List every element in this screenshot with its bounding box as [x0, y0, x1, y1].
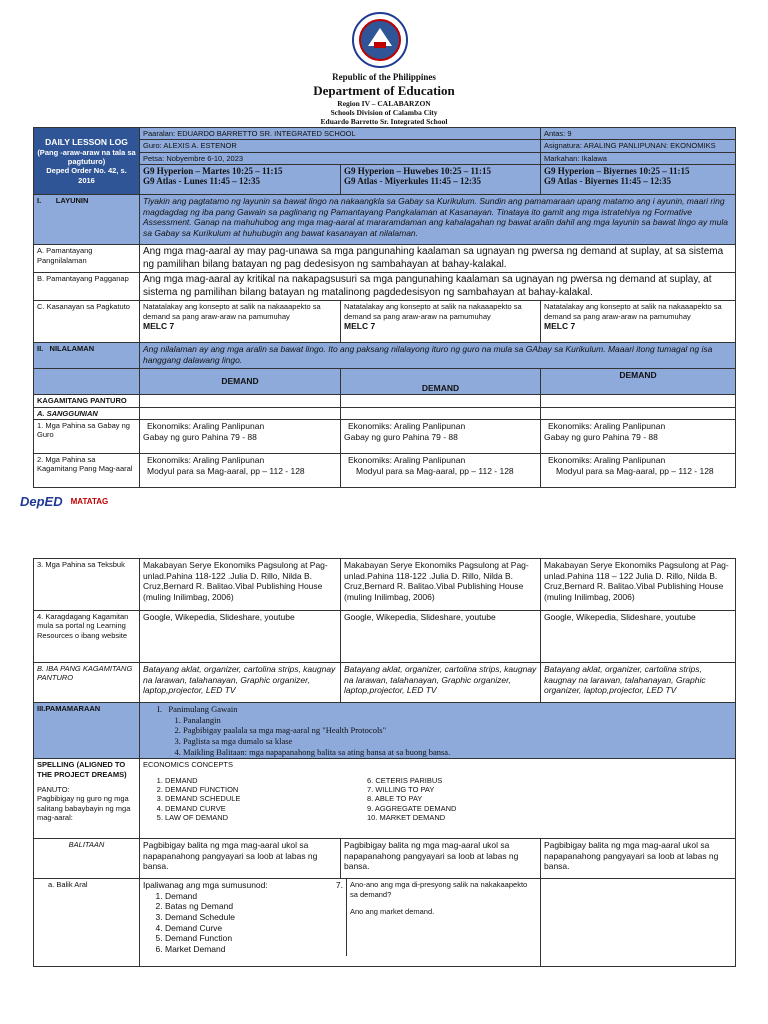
karagdagang-label: 4. Karagdagang Kagamitan mula sa portal ng Learning Resources o ibang website [34, 611, 140, 663]
gabay-day3: Ekonomiks: Araling Panlipunan Gabay ng guro Pahina 79 - 88 [541, 419, 736, 453]
gawain-item: 4. Maikling Balitaan: mga napapanahong balita sa ating bansa at sa buong bansa. [183, 747, 732, 758]
schedule-day1: G9 Hyperion – Martes 10:25 – 11:15 G9 Atlas - Lunes 11:45 – 12:35 [140, 165, 341, 195]
karagdagang-day1: Google, Wikepedia, Slideshare, youtube [140, 611, 341, 663]
lesson-log-table-page1 [33, 127, 736, 488]
gawain-item: 2. Pagbibigay paalala sa mga mag-aaral ng "Health Protocols" [183, 725, 732, 736]
topic-day3: DEMAND [541, 369, 736, 395]
schedule-day2: G9 Hyperion – Huwebes 10:25 – 11:15 G9 Atlas - Miyerkules 11:45 – 12:35 [341, 165, 541, 195]
pamamaraan-label: III.PAMAMARAAN [34, 703, 140, 759]
concept-item: 4. DEMAND CURVE [165, 804, 355, 813]
kasanayan-day2: Natatalakay ang konsepto at salik na nakaaapekto sa demand sa pang araw-araw na pamumuhay MELC 7 [341, 301, 541, 343]
deped-logo: DepED [20, 493, 63, 509]
division-line: Schools Division of Calamba City [330, 108, 438, 117]
teksbuk-label: 3. Mga Pahina sa Teksbuk [34, 559, 140, 611]
markahan: Markahan: Ikalawa [541, 152, 736, 164]
lesson-log-table-page2 [33, 558, 736, 967]
layunin-label: I. LAYUNIN [34, 195, 140, 245]
paaralan: Paaralan: EDUARDO BARRETTO SR. INTEGRATED SCHOOL [140, 128, 541, 140]
iba-day1: Batayang aklat, organizer, cartolina strips, kaugnay na larawan, talahanayan, Graphic organizer, laptop,projector, LED TV [140, 663, 341, 703]
department-title: Department of Education [313, 83, 455, 98]
topic-day2: DEMAND [341, 369, 541, 395]
region-line: Region IV – CALABARZON [337, 99, 431, 108]
balik-item: 3. Demand Schedule [165, 912, 343, 923]
pamantayang-pagganap-text: Ang mga mag-aaral ay kritikal na nakapagsusuri sa mga pangunahing kaalaman sa ugnayan ng pwersa ng demand at suplay, at sistema ng pamilihan bilang batayan ng matalinong pagdedesisyon ng sambahayan at bahay-kalakal. [140, 273, 736, 301]
pamamaraan-text: I. Panimulang Gawain 1. Panalangin 2. Pagbibigay paalala sa mga mag-aaral ng "Health Protocols" 3. Paglista sa mga dumalo sa klase 4. Maikling Balitaan: mga napapanahong balita sa ating bansa at sa buong bansa. [140, 703, 736, 759]
footer-logos [20, 490, 108, 512]
petsa: Petsa: Nobyembre 6-10, 2023 [140, 152, 541, 164]
balitaan-label: BALITAAN [34, 839, 140, 879]
concept-item: 6. CETERIS PARIBUS [367, 775, 443, 785]
gawain-item: 1. Panalangin [183, 715, 732, 726]
antas: Antas: 9 [541, 128, 736, 140]
kasanayan-day1: Natatalakay ang konsepto at salik na nakaaapekto sa demand sa pang araw-araw na pamumuhay MELC 7 [140, 301, 341, 343]
nilalaman-text: Ang nilalaman ay ang mga aralin sa bawat lingo. Ito ang paksang nilalayong ituro ng guro na mula sa GAbay sa Kurikulum. Maaari itong tumagal ng isa hanggang dalawang lingo. [140, 343, 736, 369]
balik-item: 2. Batas ng Demand [165, 901, 343, 912]
kag-day2: Ekonomiks: Araling Panlipunan Modyul para sa Mag-aaral, pp – 112 - 128 [341, 453, 541, 487]
concept-item: 7. WILLING TO PAY [367, 784, 435, 794]
matatag-logo: MATATAG [70, 496, 109, 506]
kagamitan-label: KAGAMITANG PANTURO [34, 395, 140, 407]
economics-concepts: ECONOMICS CONCEPTS 1. DEMAND 2. DEMAND FUNCTION 3. DEMAND SCHEDULE 4. DEMAND CURVE 5. LAW OF DEMAND 6. CETERIS PARIBUS 7. WILLING TO PAY 8. ABLE TO PAY 9. AGGREGATE DEMAND 10. MARKET DEMAND [140, 759, 736, 839]
iba-pang-kagamitan-label: B. IBA PANG KAGAMITANG PANTURO [34, 663, 140, 703]
deped-seal-icon [352, 12, 408, 68]
kag-day1: Ekonomiks: Araling Panlipunan Modyul para sa Mag-aaral, pp – 112 - 128 [140, 453, 341, 487]
kag-day3: Ekonomiks: Araling Panlipunan Modyul para sa Mag-aaral, pp – 112 - 128 [541, 453, 736, 487]
karagdagang-day2: Google, Wikepedia, Slideshare, youtube [341, 611, 541, 663]
gawain-item: 3. Paglista sa mga dumalo sa klase [183, 736, 732, 747]
layunin-text: Tiyakin ang pagtatamo ng layunin sa bawat lingo na nakaangkla sa Gabay sa Kurikulum. Sundin ang pamamaraan upang matamo ang i ayunin, maari ring magdagdag ng iba pang Gawain sa paglinang ng Pamantayang Pangkalaman at Kasanayan. Tinataya ito gamit ang mga istratehiya ng Formative Assessment. Ganap na mahuhubog ang mga mag-aaral at mararamdaman ang kahalagahan ng bawat aralin dahil ang mga layunin sa bawat lingo ay mula sa Gabay sa Kurikulum at huhubugin ang bawat kasanayan at nilalaman. [140, 195, 736, 245]
iba-day3: Batayang aklat, organizer, cartolina strips, kaugnay na larawan, talahanayan, Graphic organizer, laptop,projector, LED TV [541, 663, 736, 703]
concept-item: 3. DEMAND SCHEDULE [165, 794, 355, 803]
balik-aral-day1-2: Ipaliwanag ang mga sumusunod: 7. 1. Demand 2. Batas ng Demand 3. Demand Schedule 4. Demand Curve 5. Demand Function 6. Market Demand Ano-ano ang mga di-presyong salik na nakakaapekto sa demand? Ano ang market demand. [140, 879, 541, 967]
concept-item: 9. AGGREGATE DEMAND [367, 803, 457, 813]
teksbuk-day3: Makabayan Serye Ekonomiks Pagsulong at Pag- unlad.Pahina 118 – 122 Julia D. Rillo, Nilda B. Cruz,Bernard R. Balitao.Vibal Publishing House (muling Inilimbag, 2006) [541, 559, 736, 611]
balitaan-day1: Pagbibigay balita ng mga mag-aaral ukol sa napapanahong pangyayari sa loob at labas ng bansa. [140, 839, 341, 879]
concept-item: 10. MARKET DEMAND [367, 813, 446, 822]
concept-item: 8. ABLE TO PAY [367, 794, 423, 804]
kagamitan-pang-mag-aaral-label: 2. Mga Pahina sa Kagamitang Pang Mag-aaral [34, 453, 140, 487]
topic-label-empty [34, 369, 140, 395]
concept-item: 1. DEMAND [165, 776, 355, 785]
teksbuk-day2: Makabayan Serye Ekonomiks Pagsulong at Pag- unlad.Pahina 118-122 .Julia D. Rillo, Nilda B. Cruz,Bernard R. Balitao.Vibal Publishing House (muling Inilimbag, 2006) [341, 559, 541, 611]
balik-item: 1. Demand [165, 891, 343, 902]
concept-item: 5. LAW OF DEMAND [165, 813, 355, 822]
asignatura: Asignatura: ARALING PANLIPUNAN: EKONOMIKS [541, 140, 736, 152]
karagdagang-day3: Google, Wikepedia, Slideshare, youtube [541, 611, 736, 663]
teksbuk-day1: Makabayan Serye Ekonomiks Pagsulong at Pag- unlad.Pahina 118-122 .Julia D. Rillo, Nilda B. Cruz,Bernard R. Balitao.Vibal Publishing House (muling Inilimbag, 2006) [140, 559, 341, 611]
iba-day2: Batayang aklat, organizer, cartolina strips, kaugnay na larawan, talahanayan, Graphic organizer, laptop,projector, LED TV [341, 663, 541, 703]
republic-line: Republic of the Philippines [332, 72, 436, 82]
gabay-day2: Ekonomiks: Araling Panlipunan Gabay ng guro Pahina 79 - 88 [341, 419, 541, 453]
balik-item: 5. Demand Function [165, 933, 343, 944]
balik-aral-label: a. Balik Aral [34, 879, 140, 967]
nilalaman-label: II. NILALAMAN [34, 343, 140, 369]
sanggunian-label: A. SANGGUNIAN [34, 407, 140, 419]
gabay-day1: Ekonomiks: Araling Panlipunan Gabay ng guro Pahina 79 - 88 [140, 419, 341, 453]
topic-day1: DEMAND [140, 369, 341, 395]
balitaan-day2: Pagbibigay balita ng mga mag-aaral ukol sa napapanahong pangyayari sa loob at labas ng bansa. [341, 839, 541, 879]
balitaan-day3: Pagbibigay balita ng mga mag-aaral ukol sa napapanahong pangyayari sa loob at labas ng bansa. [541, 839, 736, 879]
kasanayan-label: C. Kasanayan sa Pagkatuto [34, 301, 140, 343]
pamantayang-pangnilalaman-label: A. Pamantayang Pangnilalaman [34, 245, 140, 273]
gabay-label: 1. Mga Pahina sa Gabay ng Guro [34, 419, 140, 453]
balik-aral-day3 [541, 879, 736, 967]
guro: Guro: ALEXIS A. ESTENOR [140, 140, 541, 152]
pamantayang-pangnilalaman-text: Ang mga mag-aaral ay may pag-unawa sa mga pangunahing kaalaman sa ugnayan ng pwersa ng demand at suplay, at sa sistema ng pamilihan bilang batayan ng pag dedesisyon ng sambahayan at bahay-kalakal. [140, 245, 736, 273]
balik-item: 4. Demand Curve [165, 923, 343, 934]
concept-item: 2. DEMAND FUNCTION [165, 785, 355, 794]
balik-item: 6. Market Demand [165, 944, 343, 955]
kasanayan-day3: Natatalakay ang konsepto at salik na nakaaapekto sa demand sa pang araw-araw na pamumuhay MELC 7 [541, 301, 736, 343]
dll-title-cell: DAILY LESSON LOG (Pang -araw-araw na tala sa pagtuturo) Deped Order No. 42, s. 2016 [34, 128, 140, 195]
pamantayang-pagganap-label: B. Pamantayang Pagganap [34, 273, 140, 301]
school-line: Eduardo Barretto Sr. Integrated School [320, 117, 448, 126]
spelling-label: SPELLING (ALIGNED TO THE PROJECT DREAMS) PANUTO: Pagbibigay ng guro ng mga salitang babaybayin ng mga mag-aaral: [34, 759, 140, 839]
schedule-day3: G9 Hyperion – Biyernes 10:25 – 11:15 G9 Atlas - Biyernes 11:45 – 12:35 [541, 165, 736, 195]
